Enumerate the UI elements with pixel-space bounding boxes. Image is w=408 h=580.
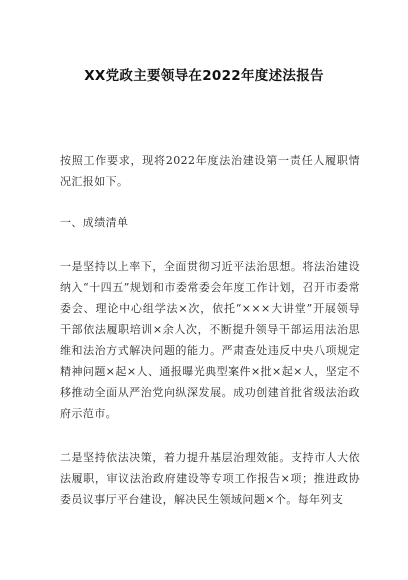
intro-paragraph: 按照工作要求，现将2022年度法治建设第一责任人履职情况汇报如下。 xyxy=(60,154,360,188)
section-heading: 一、成绩清单 xyxy=(60,216,129,229)
document-title: XX党政主要领导在2022年度述法报告 xyxy=(84,68,324,84)
paragraph-two: 二是坚持依法决策，着力提升基层治理效能。支持市人大依法履职，审议法治政府建设等专项工作报告×项；推进政协委员议事厅平台建设，解决民生领域问题×个。每年列支 xyxy=(60,451,360,506)
paragraph-one: 一是坚持以上率下，全面贯彻习近平法治思想。将法治建设纳入“十四五”规划和市委常委会年度工作计划，召开市委常委会、理论中心组学法×次，依托“×××大讲堂”开展领导干部依法履职培训×余人次，不断提升领导干部运用法治思维和法治方式解决问题的能力。严肃查处违反中央八项规定精神问题×起×人、通报曝光典型案件×批×起×人，坚定不移推动全面从严治党向纵深发展。成功创建首批省级法治政府示范市。 xyxy=(60,260,360,420)
